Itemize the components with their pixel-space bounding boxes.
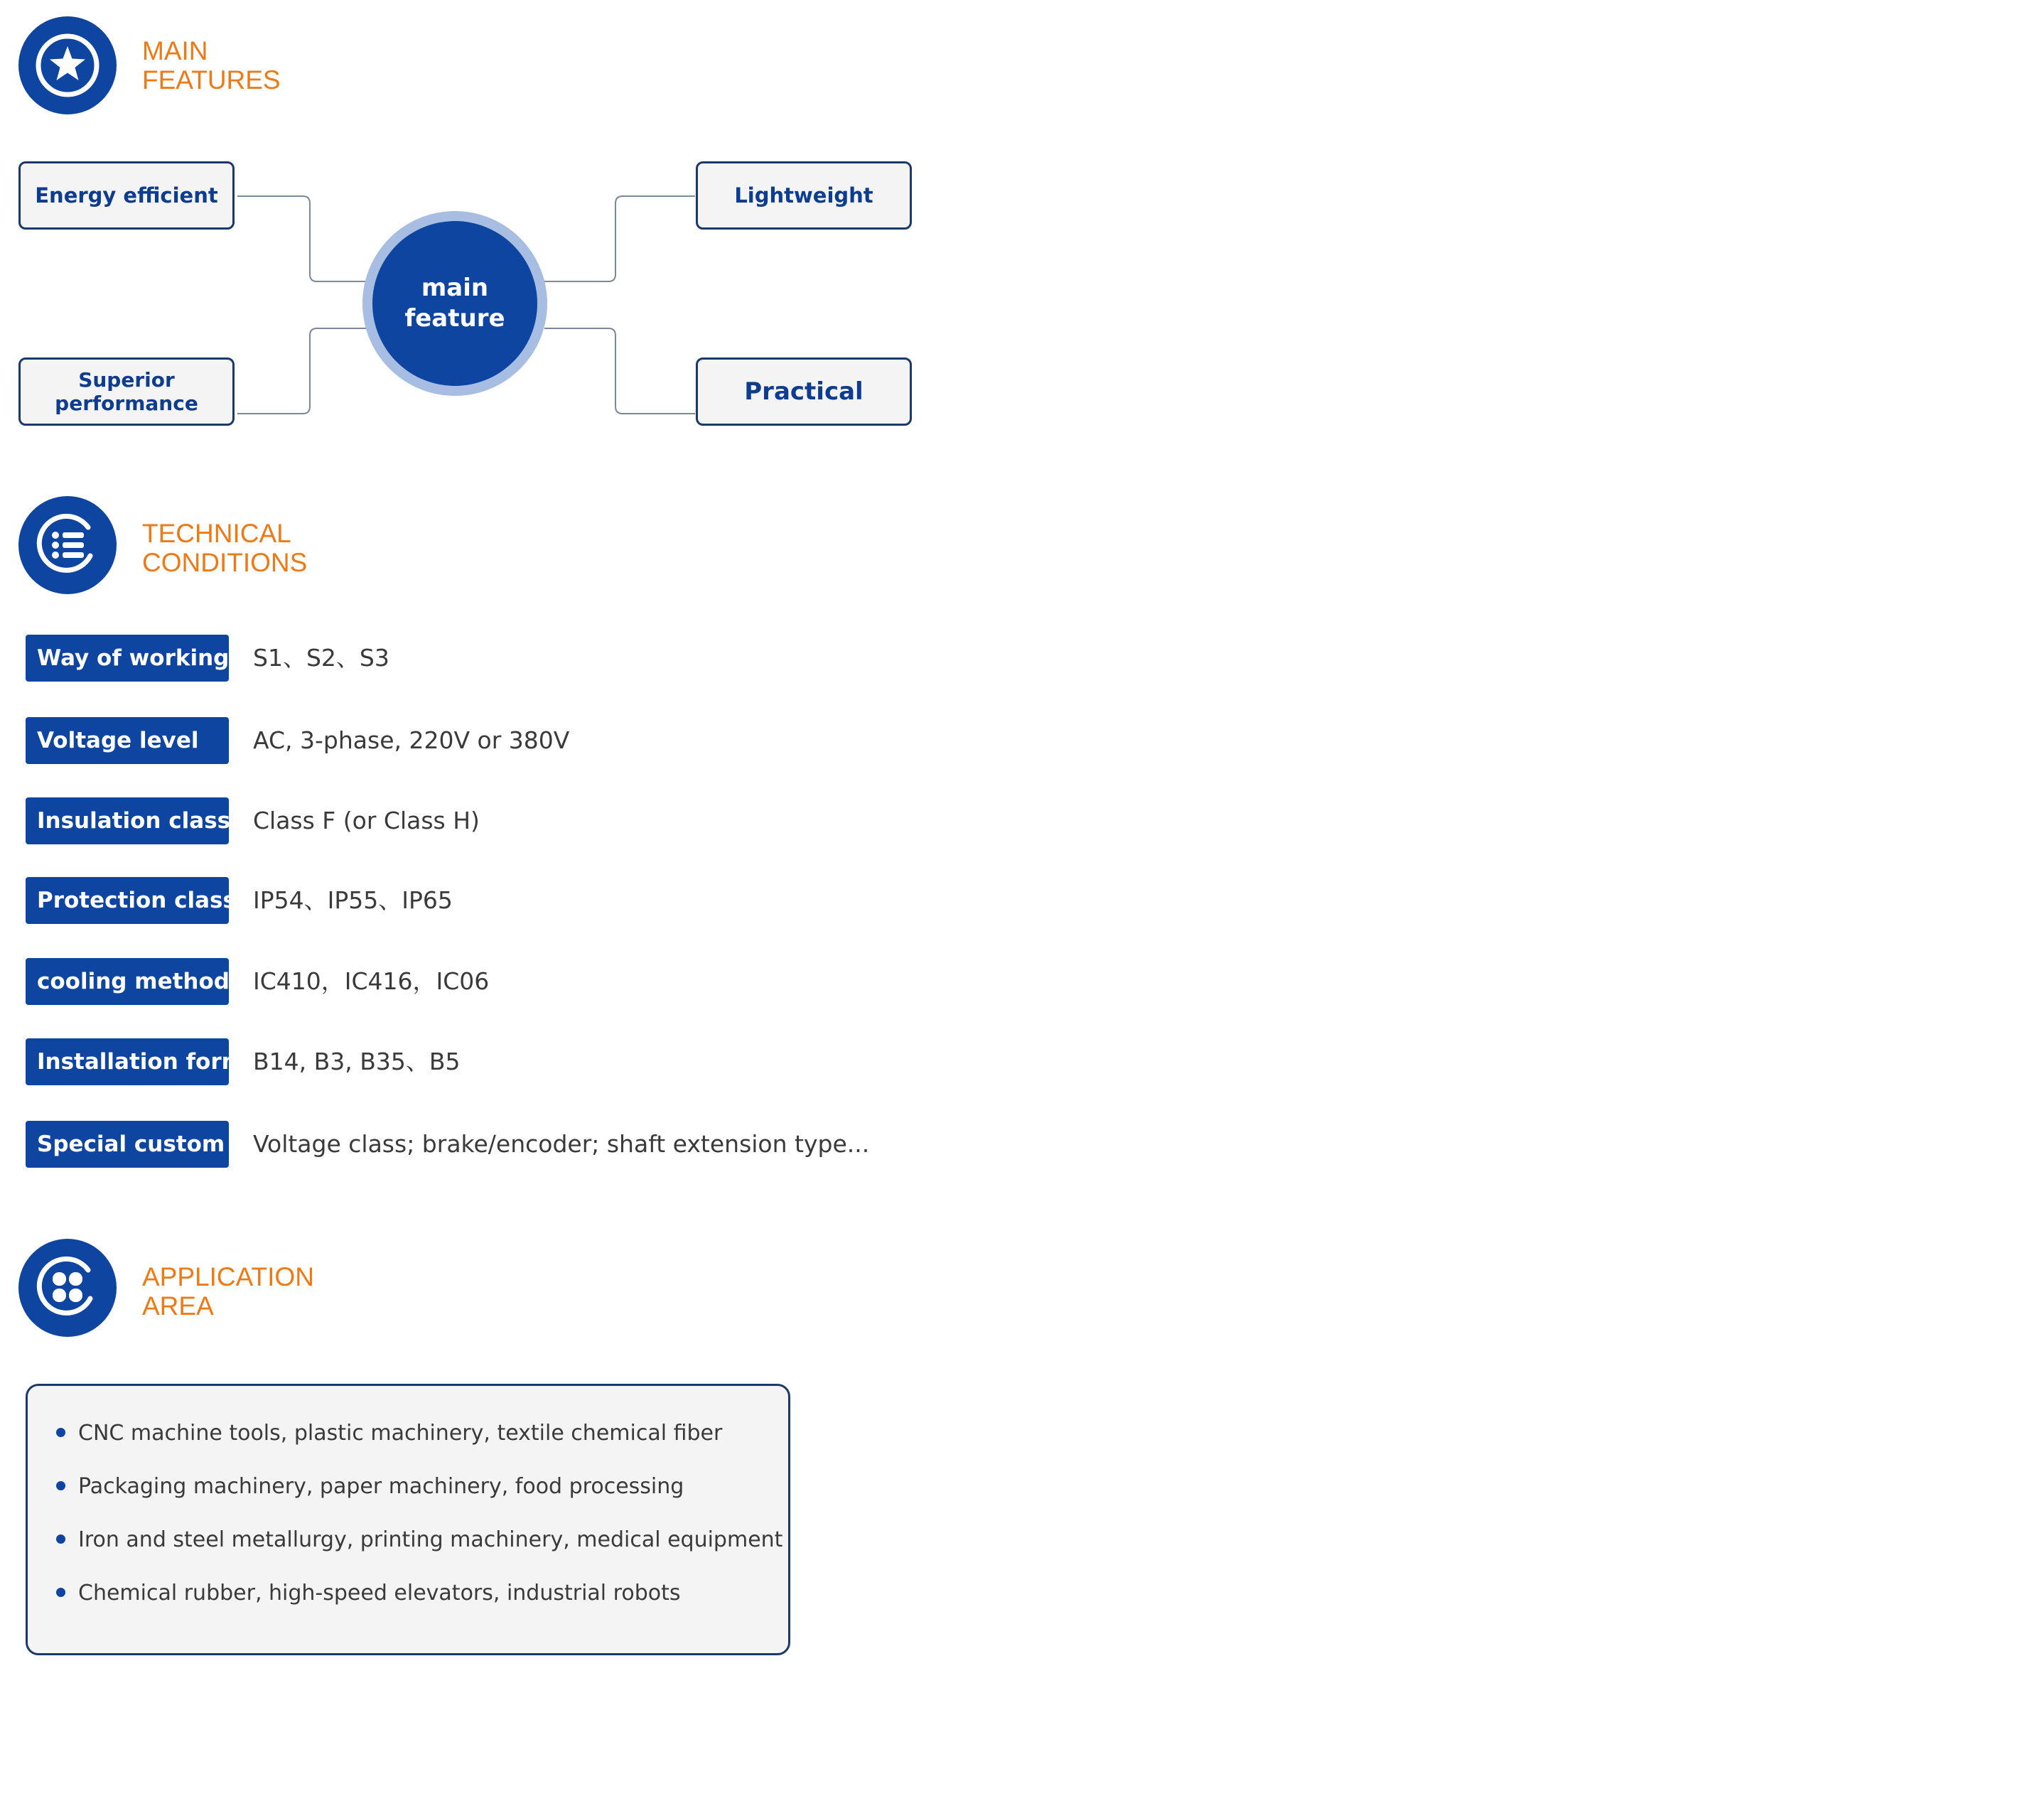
tech-label: Installation form (26, 1038, 229, 1085)
feature-label: Practical (744, 377, 864, 406)
technical-conditions-title (142, 519, 307, 577)
hub-label-line2: feature (404, 304, 505, 333)
tech-value: IP54、IP55、IP65 (253, 886, 453, 914)
grid-icon (18, 1239, 117, 1337)
tech-label: Way of working (26, 635, 229, 682)
feature-label-line1: Superior (78, 368, 175, 392)
tech-value: S1、S2、S3 (253, 644, 389, 672)
hub-label-line1: main (421, 274, 489, 302)
feature-superior-performance (18, 357, 235, 426)
application-area-icon (18, 1239, 117, 1337)
tech-value: AC, 3-phase, 220V or 380V (253, 726, 570, 754)
tech-label: Voltage level (26, 717, 229, 764)
feature-label-line2: performance (55, 392, 198, 415)
connector-top-right (544, 196, 695, 281)
feature-lightweight (696, 161, 912, 230)
list-item-text: Chemical rubber, high-speed elevators, industrial robots (78, 1581, 681, 1606)
bullet-icon (56, 1534, 65, 1544)
main-features-title-line1: MAIN (142, 36, 208, 65)
tech-label: cooling method (26, 958, 229, 1005)
feature-label: Energy efficient (35, 183, 218, 208)
list-item-text: Packaging machinery, paper machinery, food processing (78, 1474, 684, 1499)
list-icon (18, 496, 117, 594)
technical-conditions-icon (18, 496, 117, 594)
connector-bottom-right (544, 328, 695, 414)
bullet-icon (56, 1428, 65, 1437)
application-area-title-line2: AREA (142, 1291, 214, 1321)
main-feature-hub (372, 221, 537, 386)
technical-conditions-title-line1: TECHNICAL (142, 519, 291, 548)
bullet-icon (56, 1588, 65, 1597)
tech-value: B14, B3, B35、B5 (253, 1048, 461, 1075)
feature-energy-efficient (18, 161, 235, 230)
technical-conditions-title-line2: CONDITIONS (142, 548, 308, 577)
tech-label: Protection class (26, 877, 229, 924)
tech-label: Insulation class (26, 797, 229, 844)
tech-value: Class F (or Class H) (253, 807, 480, 834)
tech-label: Special custom (26, 1121, 229, 1168)
application-area-title-line1: APPLICATION (142, 1262, 314, 1291)
list-item (56, 1526, 782, 1554)
bullet-icon (56, 1481, 65, 1490)
list-item-text: Iron and steel metallurgy, printing machinery, medical equipment (78, 1527, 783, 1552)
application-area-title (142, 1262, 314, 1321)
tech-value: Voltage class; brake/encoder; shaft extension type... (253, 1130, 870, 1158)
main-features-title-line2: FEATURES (142, 65, 281, 95)
connector-top-left (237, 196, 367, 281)
feature-label: Lightweight (734, 183, 873, 208)
tech-value: IC410，IC416，IC06 (253, 967, 490, 995)
list-item (56, 1579, 681, 1608)
list-item (56, 1419, 722, 1448)
connector-bottom-left (237, 328, 367, 414)
list-item (56, 1473, 684, 1501)
application-list-box (26, 1384, 790, 1655)
list-item-text: CNC machine tools, plastic machinery, textile chemical fiber (78, 1421, 723, 1446)
feature-practical (696, 357, 912, 426)
